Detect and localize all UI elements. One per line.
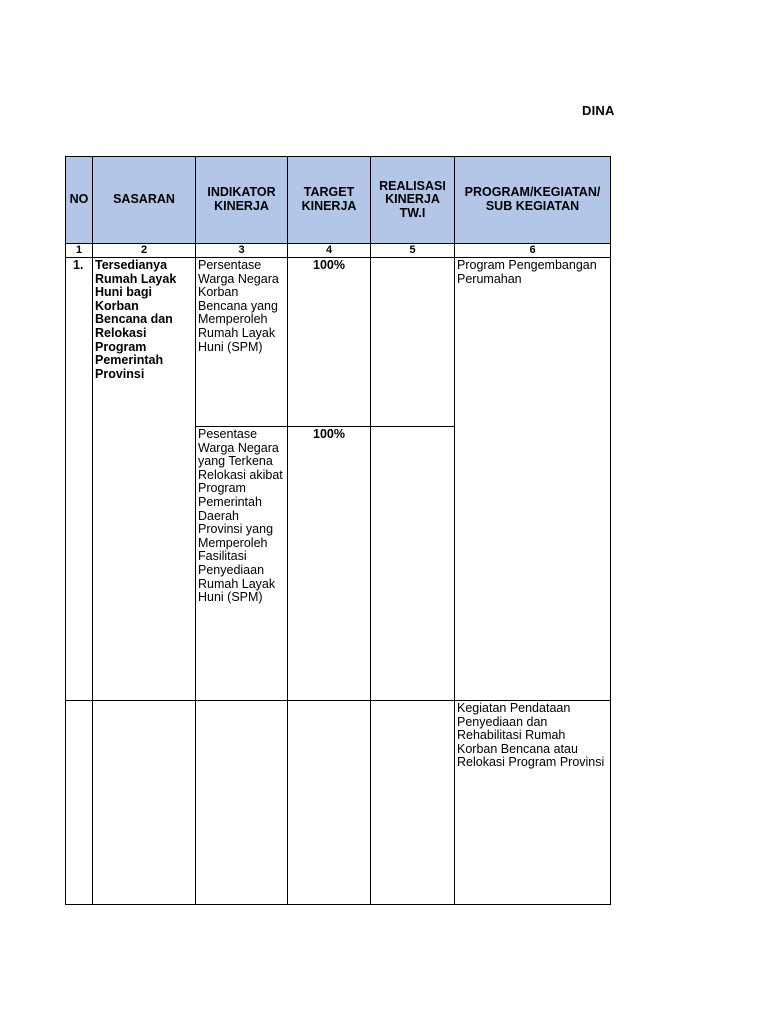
indikator-cell: Persentase Warga Negara Korban Bencana yang Memperoleh Rumah Layak Huni (SPM) bbox=[195, 257, 288, 427]
column-number: 3 bbox=[195, 243, 288, 258]
column-number: 2 bbox=[92, 243, 196, 258]
column-number: 5 bbox=[370, 243, 455, 258]
row-number: 1. bbox=[65, 257, 93, 701]
column-number: 1 bbox=[65, 243, 93, 258]
indikator-cell: Pesentase Warga Negara yang Terkena Relokasi akibat Program Pemerintah Daerah Provinsi yang Memperoleh Fasilitasi Penyediaan Rumah Layak Huni (SPM) bbox=[195, 426, 288, 701]
empty-cell bbox=[65, 700, 93, 905]
page-title: DINA bbox=[582, 103, 615, 118]
sasaran-cell: Tersedianya Rumah Layak Huni bagi Korban Bencana dan Relokasi Program Pemerintah Provinsi bbox=[92, 257, 196, 701]
empty-cell bbox=[287, 700, 371, 905]
empty-cell bbox=[92, 700, 196, 905]
program-cell: Program Pengembangan Perumahan bbox=[454, 257, 611, 701]
target-cell: 100% bbox=[287, 257, 371, 427]
empty-cell bbox=[195, 700, 288, 905]
column-number: 4 bbox=[287, 243, 371, 258]
realisasi-cell bbox=[370, 257, 455, 427]
target-cell: 100% bbox=[287, 426, 371, 701]
header-no: NO bbox=[65, 156, 93, 244]
empty-cell bbox=[370, 700, 455, 905]
column-number: 6 bbox=[454, 243, 611, 258]
header-indikator: INDIKATOR KINERJA bbox=[195, 156, 288, 244]
performance-table bbox=[65, 156, 611, 905]
realisasi-cell bbox=[370, 426, 455, 701]
header-realisasi: REALISASI KINERJA TW.I bbox=[370, 156, 455, 244]
header-target: TARGET KINERJA bbox=[287, 156, 371, 244]
header-sasaran: SASARAN bbox=[92, 156, 196, 244]
header-program: PROGRAM/KEGIATAN/ SUB KEGIATAN bbox=[454, 156, 611, 244]
program-cell: Kegiatan Pendataan Penyediaan dan Rehabilitasi Rumah Korban Bencana atau Relokasi Program Provinsi bbox=[454, 700, 611, 905]
